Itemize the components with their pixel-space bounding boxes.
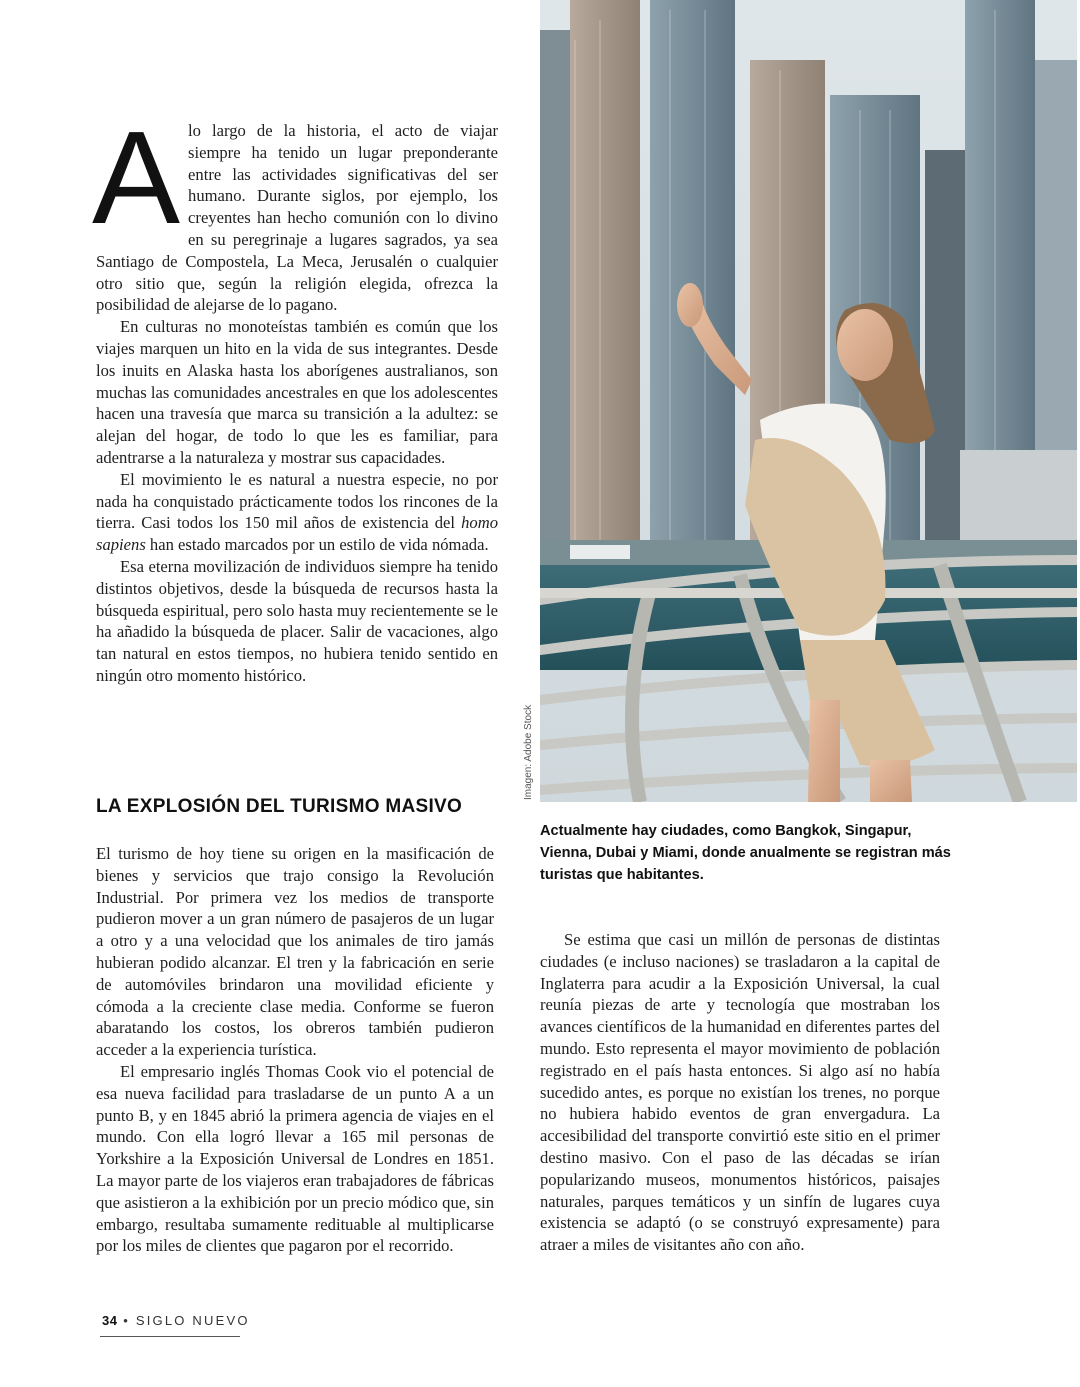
footer-rule xyxy=(100,1336,240,1337)
intro-paragraph-3-a: El movimiento le es natural a nuestra especie, no por nada ha conquistado prácticamente todos los rincones de la tierra. Casi todos los 150 mil años de existencia del xyxy=(96,469,498,533)
photo-woman-dubai-marina xyxy=(540,0,1077,802)
intro-column xyxy=(92,104,498,687)
intro-paragraph-3 xyxy=(96,469,498,556)
photo-credit: Imagen: Adobe Stock xyxy=(523,704,534,800)
page-number: 34 xyxy=(102,1313,118,1328)
section-heading: LA EXPLOSIÓN DEL TURISMO MASIVO xyxy=(96,796,463,817)
drop-cap: A xyxy=(92,104,181,251)
intro-paragraph-1 xyxy=(92,104,498,316)
photo-caption: Actualmente hay ciudades, como Bangkok, Singapur, Vienna, Dubai y Miami, donde anualmente se registran más turistas que habitantes. xyxy=(540,823,951,883)
section-paragraph-3: Se estima que casi un millón de personas de distintas ciudades (e incluso naciones) se trasladaron a la capital de Inglaterra para acudir a la Exposición Universal, la cual reunía piezas de arte y tecnología que mostraban los avances científicos de la humanidad en diferentes partes del mundo. Esto representa el mayor movimiento de población registrado en el país hasta entonces. Si algo así no había sucedido antes, es porque no existían los trenes, no porque no hubiera habido eventos de gran envergadura. La accesibilidad del transporte convirtió este sitio en el primer destino masivo. Con el paso de las décadas se irían popularizando museos, monumentos históricos, paisajes naturales, parques temáticos y un sinfín de lugares cuya existencia se adaptó (o se construyó expresamente) para atraer a miles de visitantes año con año. xyxy=(540,930,940,1255)
footer-separator: • xyxy=(123,1313,131,1328)
section-left-column xyxy=(96,843,494,1257)
species-name: homo sapiens xyxy=(96,513,498,555)
section-paragraph-1: El turismo de hoy tiene su origen en la masificación de bienes y servicios que trajo consigo la Revolución Industrial. Por primera vez los medios de transporte pudieron mover a un gran número de pasajeros de un lugar a otro y a una velocidad que los animales de tiro jamás hubieran podido alcanzar. El tren y la fabricación en serie de automóviles brindaron una movilidad eficiente y cómoda a la creciente clase media. Conforme se fueron abaratando los costos, los obreros también pudieron acceder a la experiencia turística. xyxy=(96,844,494,1060)
page-footer xyxy=(102,1313,250,1328)
intro-paragraph-4: Esa eterna movilización de individuos siempre ha tenido distintos objetivos, desde la búsqueda de recursos hasta la búsqueda espiritual, pero solo hasta muy recientemente se le ha añadido la búsqueda de placer. Salir de vacaciones, algo tan natural en estos tiempos, no hubiera tenido sentido en ningún otro momento histórico. xyxy=(96,556,498,685)
section-right-column xyxy=(540,929,940,1256)
intro-paragraph-3-b: han estado marcados por un estilo de vida nómada. xyxy=(145,535,489,555)
intro-paragraph-1-text: lo largo de la historia, el acto de viajar siempre ha tenido un lugar preponderante entre las actividades significativas del ser humano. Durante siglos, por ejemplo, los creyentes han hecho comunión con lo divino en su peregrinaje a lugares sagrados, ya sea Santiago de Compostela, La Meca, Jerusalén o cualquier otro sitio que, según la religión elegida, ofrezca la posibilidad de alejarse de lo pagano. xyxy=(96,121,498,315)
intro-paragraph-2: En culturas no monoteístas también es común que los viajes marquen un hito en la vida de sus integrantes. Desde los inuits en Alaska hasta los aborígenes australianos, son muchas las comunidades ancestrales en que los adolescentes hacen una travesía que marca su transición a la adultez: se alejan del hogar, de todo lo que les es familiar, para adentrarse a la naturaleza y mostrar sus capacidades. xyxy=(96,317,498,467)
magazine-name: SIGLO NUEVO xyxy=(135,1313,250,1328)
section-paragraph-2: El empresario inglés Thomas Cook vio el potencial de esa nueva facilidad para trasladarse de un punto A a un punto B, y en 1845 abrió la primera agencia de viajes en el mundo. Con ella logró llevar a 165 mil personas de Yorkshire a la Exposición Universal de Londres en 1851. La mayor parte de los viajeros eran trabajadores de fábricas que asistieron a la exhibición por un precio módico que, sin embargo, resultaba sumamente redituable al multiplicarse por los miles de clientes que pagaron por el recorrido. xyxy=(96,1061,494,1256)
